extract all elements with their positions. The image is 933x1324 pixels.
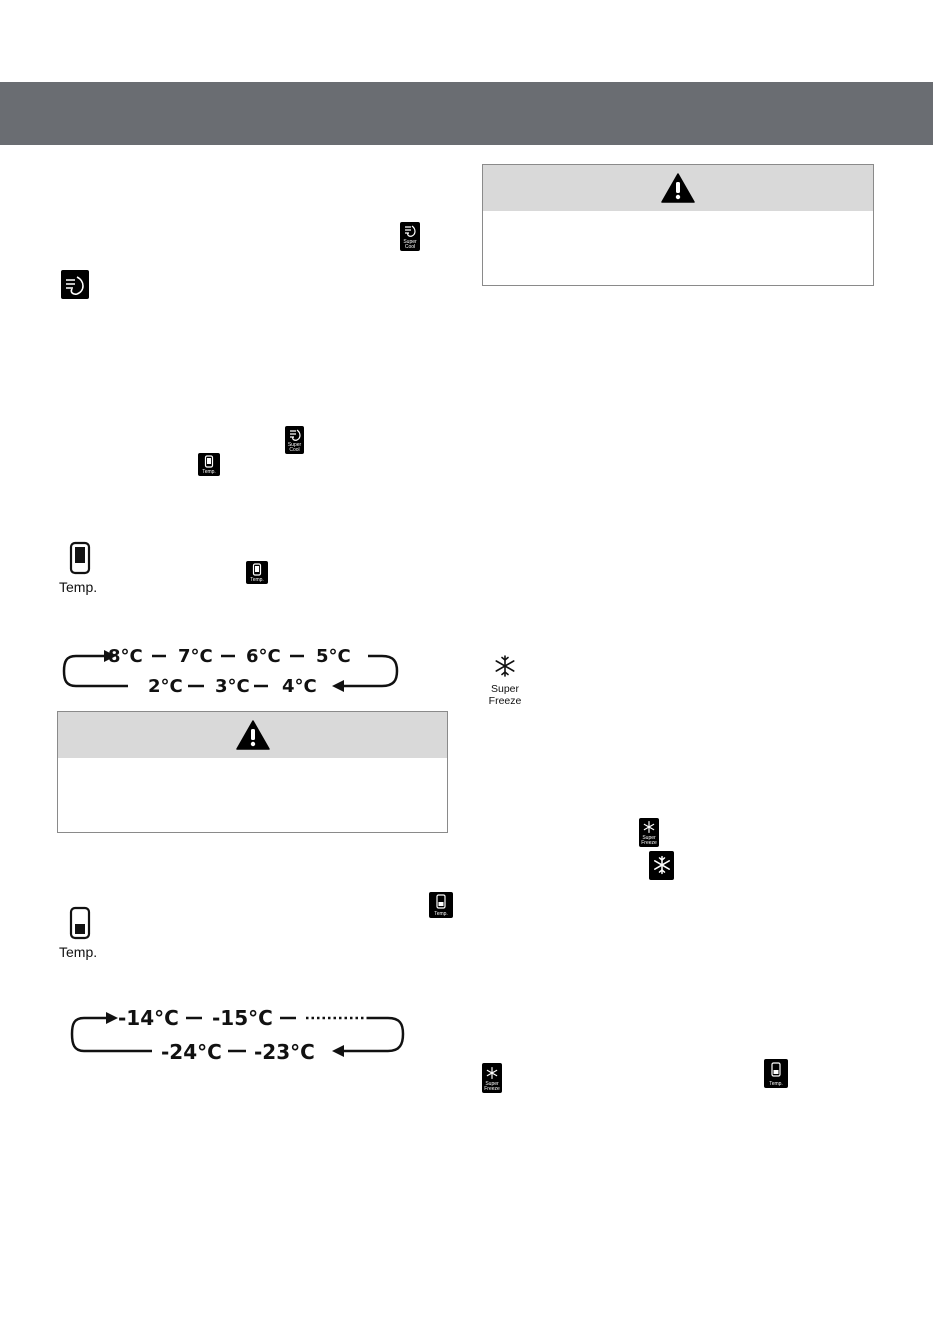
temp-icon: Temp. <box>764 1059 788 1088</box>
warning-icon <box>661 173 695 203</box>
warning-header <box>483 165 873 211</box>
fridge-temp-5: 5°C <box>316 646 351 667</box>
section-header-band <box>0 82 933 145</box>
temp-icon: Temp. <box>246 561 268 584</box>
temp-icon: Temp. <box>429 892 453 918</box>
warning-box-top-right <box>482 164 874 286</box>
super-cool-large-icon <box>61 270 89 299</box>
super-freeze-icon: Super Freeze <box>639 818 659 847</box>
warning-box-left <box>57 711 448 833</box>
super-cool-icon: Super Cool <box>400 222 420 251</box>
freezer-temp-minus-23: -23°C <box>254 1040 315 1064</box>
warning-header <box>58 712 447 758</box>
super-freeze-lit-icon <box>649 851 674 880</box>
fridge-temp-2: 2°C <box>148 676 183 697</box>
temp-icon: Temp. <box>198 453 220 476</box>
warning-icon <box>236 720 270 750</box>
super-cool-icon: Super Cool <box>285 426 304 454</box>
super-freeze-label: Super Freeze <box>488 683 522 707</box>
fridge-temp-8: 8°C <box>108 646 143 667</box>
freezer-temp-minus-14: -14°C <box>118 1006 179 1030</box>
fridge-temp-3: 3°C <box>215 676 250 697</box>
fridge-temp-6: 6°C <box>246 646 281 667</box>
fridge-temp-7: 7°C <box>178 646 213 667</box>
freezer-temp-icon <box>69 906 91 940</box>
temp-label: Temp. <box>59 579 98 595</box>
super-freeze-icon: Super Freeze <box>482 1063 502 1093</box>
freezer-temp-minus-15: -15°C <box>212 1006 273 1030</box>
fridge-temp-4: 4°C <box>282 676 317 697</box>
fridge-temperature-cycle-diagram <box>60 640 405 702</box>
temp-label: Temp. <box>59 944 98 960</box>
freezer-temperature-cycle-diagram <box>66 1000 411 1066</box>
super-freeze-icon <box>493 654 517 678</box>
freezer-temp-minus-24: -24°C <box>161 1040 222 1064</box>
fridge-temp-icon <box>69 541 91 575</box>
